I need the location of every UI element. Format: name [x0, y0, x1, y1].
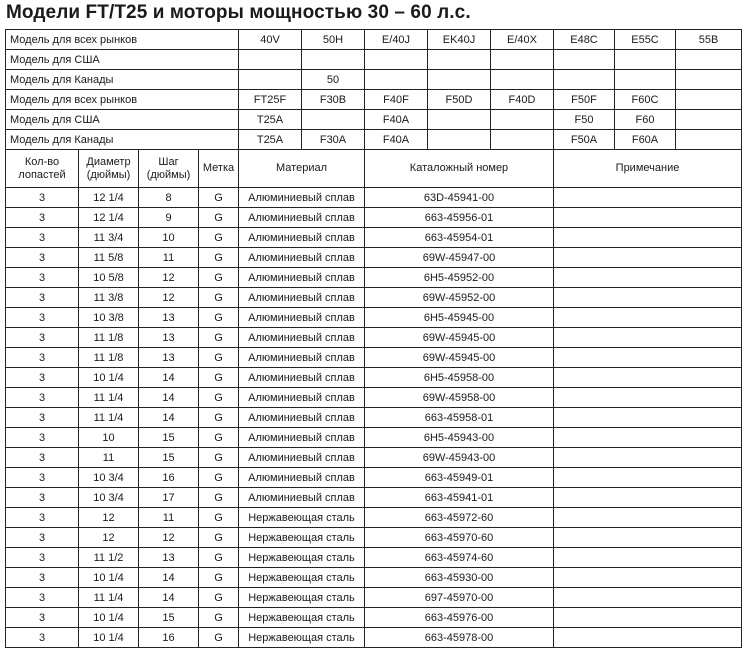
cell-pitch: 16: [139, 468, 199, 488]
cell-mark: G: [199, 588, 239, 608]
table-row: [6, 448, 742, 468]
cell-part-number: 63D-45941-00: [365, 188, 554, 208]
model-row: [6, 90, 742, 110]
cell-note: [554, 628, 742, 648]
cell-note: [554, 208, 742, 228]
cell-part-number: 69W-45958-00: [365, 388, 554, 408]
model-cell: F40A: [365, 130, 428, 150]
cell-note: [554, 588, 742, 608]
cell-blades: 3: [6, 528, 79, 548]
cell-blades: 3: [6, 328, 79, 348]
cell-pitch: 14: [139, 388, 199, 408]
model-cell: T25A: [239, 130, 302, 150]
model-cell: 50H: [302, 30, 365, 50]
cell-part-number: 6H5-45952-00: [365, 268, 554, 288]
model-cell: [302, 50, 365, 70]
header-note: Примечание: [554, 150, 742, 188]
cell-mark: G: [199, 628, 239, 648]
model-cell: [554, 50, 615, 70]
cell-blades: 3: [6, 508, 79, 528]
model-cell: [554, 70, 615, 90]
model-cell: [676, 110, 742, 130]
cell-material: Алюминиевый сплав: [239, 288, 365, 308]
cell-mark: G: [199, 548, 239, 568]
cell-part-number: 6H5-45943-00: [365, 428, 554, 448]
cell-diameter: 11 3/8: [79, 288, 139, 308]
cell-material: Алюминиевый сплав: [239, 188, 365, 208]
model-cell: EK40J: [428, 30, 491, 50]
table-row: [6, 188, 742, 208]
cell-blades: 3: [6, 348, 79, 368]
cell-mark: G: [199, 508, 239, 528]
header-pitch: Шаг (дюймы): [139, 150, 199, 188]
table-row: [6, 428, 742, 448]
cell-material: Нержавеющая сталь: [239, 628, 365, 648]
cell-diameter: 10 3/8: [79, 308, 139, 328]
cell-mark: G: [199, 468, 239, 488]
model-row-label: Модель для США: [6, 50, 239, 70]
model-cell: [365, 70, 428, 90]
cell-blades: 3: [6, 548, 79, 568]
cell-diameter: 10 3/4: [79, 488, 139, 508]
cell-pitch: 17: [139, 488, 199, 508]
cell-blades: 3: [6, 368, 79, 388]
table-row: [6, 388, 742, 408]
model-cell: F50: [554, 110, 615, 130]
cell-part-number: 663-45978-00: [365, 628, 554, 648]
cell-blades: 3: [6, 188, 79, 208]
model-cell: [428, 70, 491, 90]
model-cell: [302, 110, 365, 130]
cell-diameter: 12: [79, 528, 139, 548]
cell-part-number: 663-45958-01: [365, 408, 554, 428]
cell-diameter: 11 1/8: [79, 348, 139, 368]
cell-pitch: 12: [139, 268, 199, 288]
cell-note: [554, 408, 742, 428]
model-cell: F50D: [428, 90, 491, 110]
model-cell: E/40J: [365, 30, 428, 50]
model-row-label: Модель для США: [6, 110, 239, 130]
cell-blades: 3: [6, 248, 79, 268]
cell-mark: G: [199, 308, 239, 328]
table-row: [6, 328, 742, 348]
model-cell: [428, 50, 491, 70]
table-row: [6, 268, 742, 288]
header-diameter: Диаметр (дюймы): [79, 150, 139, 188]
cell-pitch: 13: [139, 308, 199, 328]
cell-blades: 3: [6, 388, 79, 408]
cell-blades: 3: [6, 588, 79, 608]
cell-blades: 3: [6, 428, 79, 448]
cell-part-number: 663-45956-01: [365, 208, 554, 228]
cell-part-number: 663-45941-01: [365, 488, 554, 508]
cell-diameter: 10 1/4: [79, 368, 139, 388]
model-cell: F50A: [554, 130, 615, 150]
cell-part-number: 69W-45947-00: [365, 248, 554, 268]
model-cell: [676, 50, 742, 70]
model-cell: F30B: [302, 90, 365, 110]
table-header-row: [6, 150, 742, 188]
cell-blades: 3: [6, 308, 79, 328]
cell-part-number: 663-45976-00: [365, 608, 554, 628]
model-cell: F40D: [491, 90, 554, 110]
cell-pitch: 15: [139, 608, 199, 628]
cell-note: [554, 428, 742, 448]
table-row: [6, 488, 742, 508]
cell-material: Алюминиевый сплав: [239, 488, 365, 508]
cell-material: Алюминиевый сплав: [239, 408, 365, 428]
cell-material: Алюминиевый сплав: [239, 348, 365, 368]
model-cell: F50F: [554, 90, 615, 110]
cell-material: Алюминиевый сплав: [239, 428, 365, 448]
cell-material: Алюминиевый сплав: [239, 328, 365, 348]
cell-note: [554, 368, 742, 388]
cell-part-number: 69W-45945-00: [365, 328, 554, 348]
cell-material: Алюминиевый сплав: [239, 268, 365, 288]
table-row: [6, 348, 742, 368]
cell-pitch: 13: [139, 328, 199, 348]
model-cell: [491, 50, 554, 70]
table-row: [6, 248, 742, 268]
cell-material: Алюминиевый сплав: [239, 468, 365, 488]
cell-pitch: 14: [139, 568, 199, 588]
cell-mark: G: [199, 488, 239, 508]
cell-note: [554, 248, 742, 268]
cell-material: Алюминиевый сплав: [239, 208, 365, 228]
cell-diameter: 11 1/4: [79, 408, 139, 428]
cell-material: Алюминиевый сплав: [239, 248, 365, 268]
cell-part-number: 663-45970-60: [365, 528, 554, 548]
model-cell: [365, 50, 428, 70]
cell-mark: G: [199, 428, 239, 448]
cell-pitch: 14: [139, 588, 199, 608]
cell-part-number: 663-45949-01: [365, 468, 554, 488]
cell-mark: G: [199, 228, 239, 248]
cell-diameter: 11 1/2: [79, 548, 139, 568]
cell-note: [554, 268, 742, 288]
header-part-number: Каталожный номер: [365, 150, 554, 188]
model-cell: F60: [615, 110, 676, 130]
cell-diameter: 11: [79, 448, 139, 468]
cell-note: [554, 528, 742, 548]
cell-part-number: 69W-45952-00: [365, 288, 554, 308]
cell-part-number: 69W-45943-00: [365, 448, 554, 468]
cell-diameter: 11 1/4: [79, 388, 139, 408]
cell-pitch: 12: [139, 528, 199, 548]
cell-blades: 3: [6, 288, 79, 308]
cell-blades: 3: [6, 448, 79, 468]
cell-note: [554, 448, 742, 468]
model-cell: 55B: [676, 30, 742, 50]
cell-mark: G: [199, 608, 239, 628]
model-cell: [676, 70, 742, 90]
model-cell: [676, 90, 742, 110]
cell-material: Алюминиевый сплав: [239, 368, 365, 388]
cell-material: Алюминиевый сплав: [239, 308, 365, 328]
table-row: [6, 628, 742, 648]
cell-part-number: 663-45974-60: [365, 548, 554, 568]
cell-blades: 3: [6, 228, 79, 248]
cell-mark: G: [199, 328, 239, 348]
cell-blades: 3: [6, 488, 79, 508]
cell-blades: 3: [6, 568, 79, 588]
cell-material: Нержавеющая сталь: [239, 548, 365, 568]
cell-part-number: 663-45972-60: [365, 508, 554, 528]
cell-material: Нержавеющая сталь: [239, 508, 365, 528]
model-cell: F40F: [365, 90, 428, 110]
cell-blades: 3: [6, 208, 79, 228]
cell-diameter: 11 1/4: [79, 588, 139, 608]
cell-diameter: 10 3/4: [79, 468, 139, 488]
cell-mark: G: [199, 388, 239, 408]
table-row: [6, 468, 742, 488]
cell-mark: G: [199, 368, 239, 388]
cell-note: [554, 328, 742, 348]
model-cell: E55C: [615, 30, 676, 50]
cell-blades: 3: [6, 408, 79, 428]
cell-mark: G: [199, 408, 239, 428]
model-row: [6, 130, 742, 150]
model-row-label: Модель для Канады: [6, 130, 239, 150]
cell-material: Нержавеющая сталь: [239, 588, 365, 608]
table-row: [6, 568, 742, 588]
cell-diameter: 11 1/8: [79, 328, 139, 348]
model-row: [6, 50, 742, 70]
model-cell: E48C: [554, 30, 615, 50]
cell-note: [554, 308, 742, 328]
cell-blades: 3: [6, 268, 79, 288]
cell-pitch: 13: [139, 548, 199, 568]
table-row: [6, 308, 742, 328]
model-cell: F40A: [365, 110, 428, 130]
model-cell: [615, 50, 676, 70]
cell-pitch: 13: [139, 348, 199, 368]
cell-pitch: 15: [139, 448, 199, 468]
cell-diameter: 10 5/8: [79, 268, 139, 288]
model-cell: F60C: [615, 90, 676, 110]
cell-note: [554, 388, 742, 408]
header-blades: Кол-во лопастей: [6, 150, 79, 188]
cell-note: [554, 348, 742, 368]
model-row-label: Модель для всех рынков: [6, 90, 239, 110]
cell-diameter: 11 3/4: [79, 228, 139, 248]
table-row: [6, 228, 742, 248]
model-cell: [491, 70, 554, 90]
cell-mark: G: [199, 248, 239, 268]
table-row: [6, 588, 742, 608]
cell-mark: G: [199, 568, 239, 588]
cell-material: Алюминиевый сплав: [239, 228, 365, 248]
model-cell: [428, 110, 491, 130]
cell-note: [554, 568, 742, 588]
cell-pitch: 11: [139, 248, 199, 268]
cell-note: [554, 228, 742, 248]
cell-blades: 3: [6, 468, 79, 488]
model-cell: [239, 70, 302, 90]
model-cell: FT25F: [239, 90, 302, 110]
cell-diameter: 12 1/4: [79, 188, 139, 208]
cell-diameter: 12 1/4: [79, 208, 139, 228]
cell-part-number: 663-45930-00: [365, 568, 554, 588]
model-cell: [428, 130, 491, 150]
cell-mark: G: [199, 288, 239, 308]
cell-material: Нержавеющая сталь: [239, 608, 365, 628]
cell-mark: G: [199, 268, 239, 288]
cell-diameter: 11 5/8: [79, 248, 139, 268]
cell-pitch: 14: [139, 368, 199, 388]
model-cell: 40V: [239, 30, 302, 50]
cell-note: [554, 548, 742, 568]
cell-part-number: 6H5-45945-00: [365, 308, 554, 328]
cell-pitch: 8: [139, 188, 199, 208]
cell-material: Нержавеющая сталь: [239, 528, 365, 548]
header-mark: Метка: [199, 150, 239, 188]
cell-pitch: 16: [139, 628, 199, 648]
cell-mark: G: [199, 348, 239, 368]
table-row: [6, 528, 742, 548]
cell-material: Нержавеющая сталь: [239, 568, 365, 588]
table-row: [6, 368, 742, 388]
cell-diameter: 10: [79, 428, 139, 448]
table-row: [6, 508, 742, 528]
model-cell: [676, 130, 742, 150]
model-row: [6, 110, 742, 130]
cell-diameter: 10 1/4: [79, 628, 139, 648]
page-title: Модели FT/T25 и моторы мощностью 30 – 60 л.с.: [6, 2, 471, 23]
model-cell: [239, 50, 302, 70]
table-row: [6, 608, 742, 628]
model-row-label: Модель для Канады: [6, 70, 239, 90]
model-cell: 50: [302, 70, 365, 90]
cell-pitch: 15: [139, 428, 199, 448]
cell-mark: G: [199, 528, 239, 548]
cell-note: [554, 488, 742, 508]
table-row: [6, 288, 742, 308]
model-cell: F60A: [615, 130, 676, 150]
cell-note: [554, 468, 742, 488]
model-cell: [491, 130, 554, 150]
cell-part-number: 6H5-45958-00: [365, 368, 554, 388]
cell-note: [554, 188, 742, 208]
cell-note: [554, 508, 742, 528]
cell-pitch: 14: [139, 408, 199, 428]
model-cell: F30A: [302, 130, 365, 150]
table-row: [6, 548, 742, 568]
cell-pitch: 9: [139, 208, 199, 228]
table-row: [6, 208, 742, 228]
model-cell: [491, 110, 554, 130]
cell-note: [554, 288, 742, 308]
cell-material: Алюминиевый сплав: [239, 388, 365, 408]
cell-diameter: 10 1/4: [79, 608, 139, 628]
cell-diameter: 10 1/4: [79, 568, 139, 588]
cell-part-number: 69W-45945-00: [365, 348, 554, 368]
header-material: Материал: [239, 150, 365, 188]
propeller-table: [5, 29, 742, 648]
cell-pitch: 11: [139, 508, 199, 528]
cell-note: [554, 608, 742, 628]
cell-material: Алюминиевый сплав: [239, 448, 365, 468]
cell-part-number: 697-45970-00: [365, 588, 554, 608]
model-row: [6, 30, 742, 50]
model-row-label: Модель для всех рынков: [6, 30, 239, 50]
model-cell: [615, 70, 676, 90]
model-cell: T25A: [239, 110, 302, 130]
cell-blades: 3: [6, 628, 79, 648]
table-row: [6, 408, 742, 428]
cell-mark: G: [199, 448, 239, 468]
cell-blades: 3: [6, 608, 79, 628]
cell-diameter: 12: [79, 508, 139, 528]
model-row: [6, 70, 742, 90]
cell-mark: G: [199, 188, 239, 208]
cell-pitch: 10: [139, 228, 199, 248]
cell-mark: G: [199, 208, 239, 228]
cell-part-number: 663-45954-01: [365, 228, 554, 248]
model-cell: E/40X: [491, 30, 554, 50]
cell-pitch: 12: [139, 288, 199, 308]
